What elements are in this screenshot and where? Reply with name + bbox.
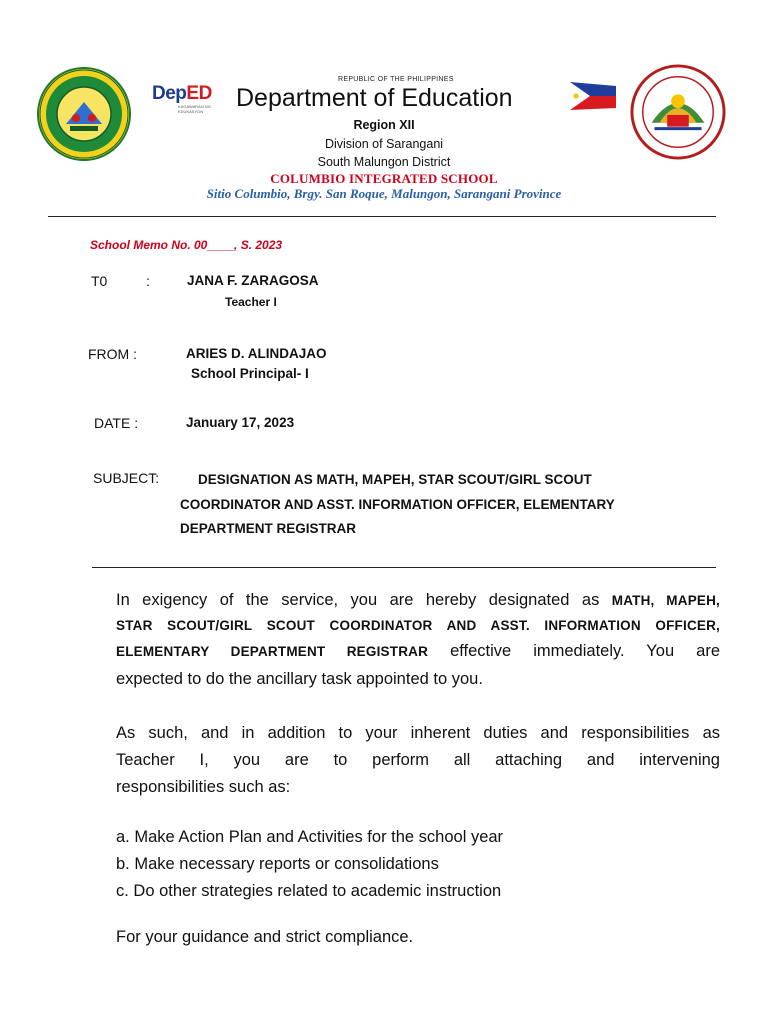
list-item: b. Make necessary reports or consolidations: [116, 855, 439, 873]
subject-text: [180, 468, 680, 542]
date-value: January 17, 2023: [186, 415, 295, 430]
header-divider: [48, 216, 716, 217]
republic-text: REPUBLIC OF THE PHILIPPINES: [338, 76, 454, 83]
department-title: Department of Education: [236, 84, 513, 112]
body-text: In exigency of the service, you are hereby designated as: [116, 591, 600, 609]
to-title: Teacher I: [225, 295, 277, 309]
to-name: JANA F. ZARAGOSA: [187, 273, 319, 288]
philippine-flag-icon: [570, 82, 616, 110]
paragraph-2-line-1: As such, and in addition to your inherent duties and responsibilities as: [116, 724, 720, 742]
from-name: ARIES D. ALINDAJAO: [186, 346, 327, 361]
closing-line: For your guidance and strict compliance.: [116, 928, 414, 946]
memo-number: School Memo No. 00____, S. 2023: [90, 238, 283, 252]
list-item: c. Do other strategies related to academic instruction: [116, 882, 502, 900]
from-title: School Principal- I: [191, 366, 309, 381]
subject-label: SUBJECT:: [93, 470, 160, 486]
date-label: DATE :: [94, 415, 139, 431]
deped-logo: [152, 84, 224, 114]
district-text: South Malungon District: [317, 155, 451, 169]
list-item: a. Make Action Plan and Activities for the school year: [116, 828, 504, 846]
subject-line: DESIGNATION AS MATH, MAPEH, STAR SCOUT/GIRL SCOUT: [198, 472, 592, 487]
region-text: Region XII: [353, 118, 415, 132]
body-emphasis: STAR SCOUT/GIRL SCOUT COORDINATOR AND ASST. INFORMATION OFFICER,: [116, 618, 720, 633]
subject-line: COORDINATOR AND ASST. INFORMATION OFFICER, ELEMENTARY: [180, 496, 615, 512]
paragraph-1-line-2: [116, 611, 720, 640]
to-label: T0: [91, 273, 108, 289]
paragraph-2-line-2: Teacher I, you are to perform all attaching and intervening: [116, 751, 720, 769]
school-address: Sitio Columbio, Brgy. San Roque, Malungon, Sarangani Province: [206, 186, 562, 201]
paragraph-1-line-4: expected to do the ancillary task appointed to you.: [116, 670, 483, 688]
deped-logo-tagline: KAGAWARAN NG EDUKASYON: [178, 104, 211, 114]
paragraph-1-line-3: [116, 637, 720, 666]
school-name: COLUMBIO INTEGRATED SCHOOL: [270, 171, 498, 186]
from-label: FROM :: [88, 346, 137, 362]
to-colon: :: [146, 273, 150, 289]
paragraph-2-line-3: responsibilities such as:: [116, 778, 291, 796]
body-emphasis: ELEMENTARY DEPARTMENT REGISTRAR: [116, 644, 429, 659]
body-text: effective immediately. You are: [450, 642, 720, 660]
body-emphasis: MATH, MAPEH,: [611, 593, 721, 608]
division-text: Division of Sarangani: [324, 137, 444, 151]
subject-line: DEPARTMENT REGISTRAR: [180, 521, 357, 536]
subject-divider: [92, 567, 716, 568]
deped-logo-text: DepED: [152, 83, 212, 104]
